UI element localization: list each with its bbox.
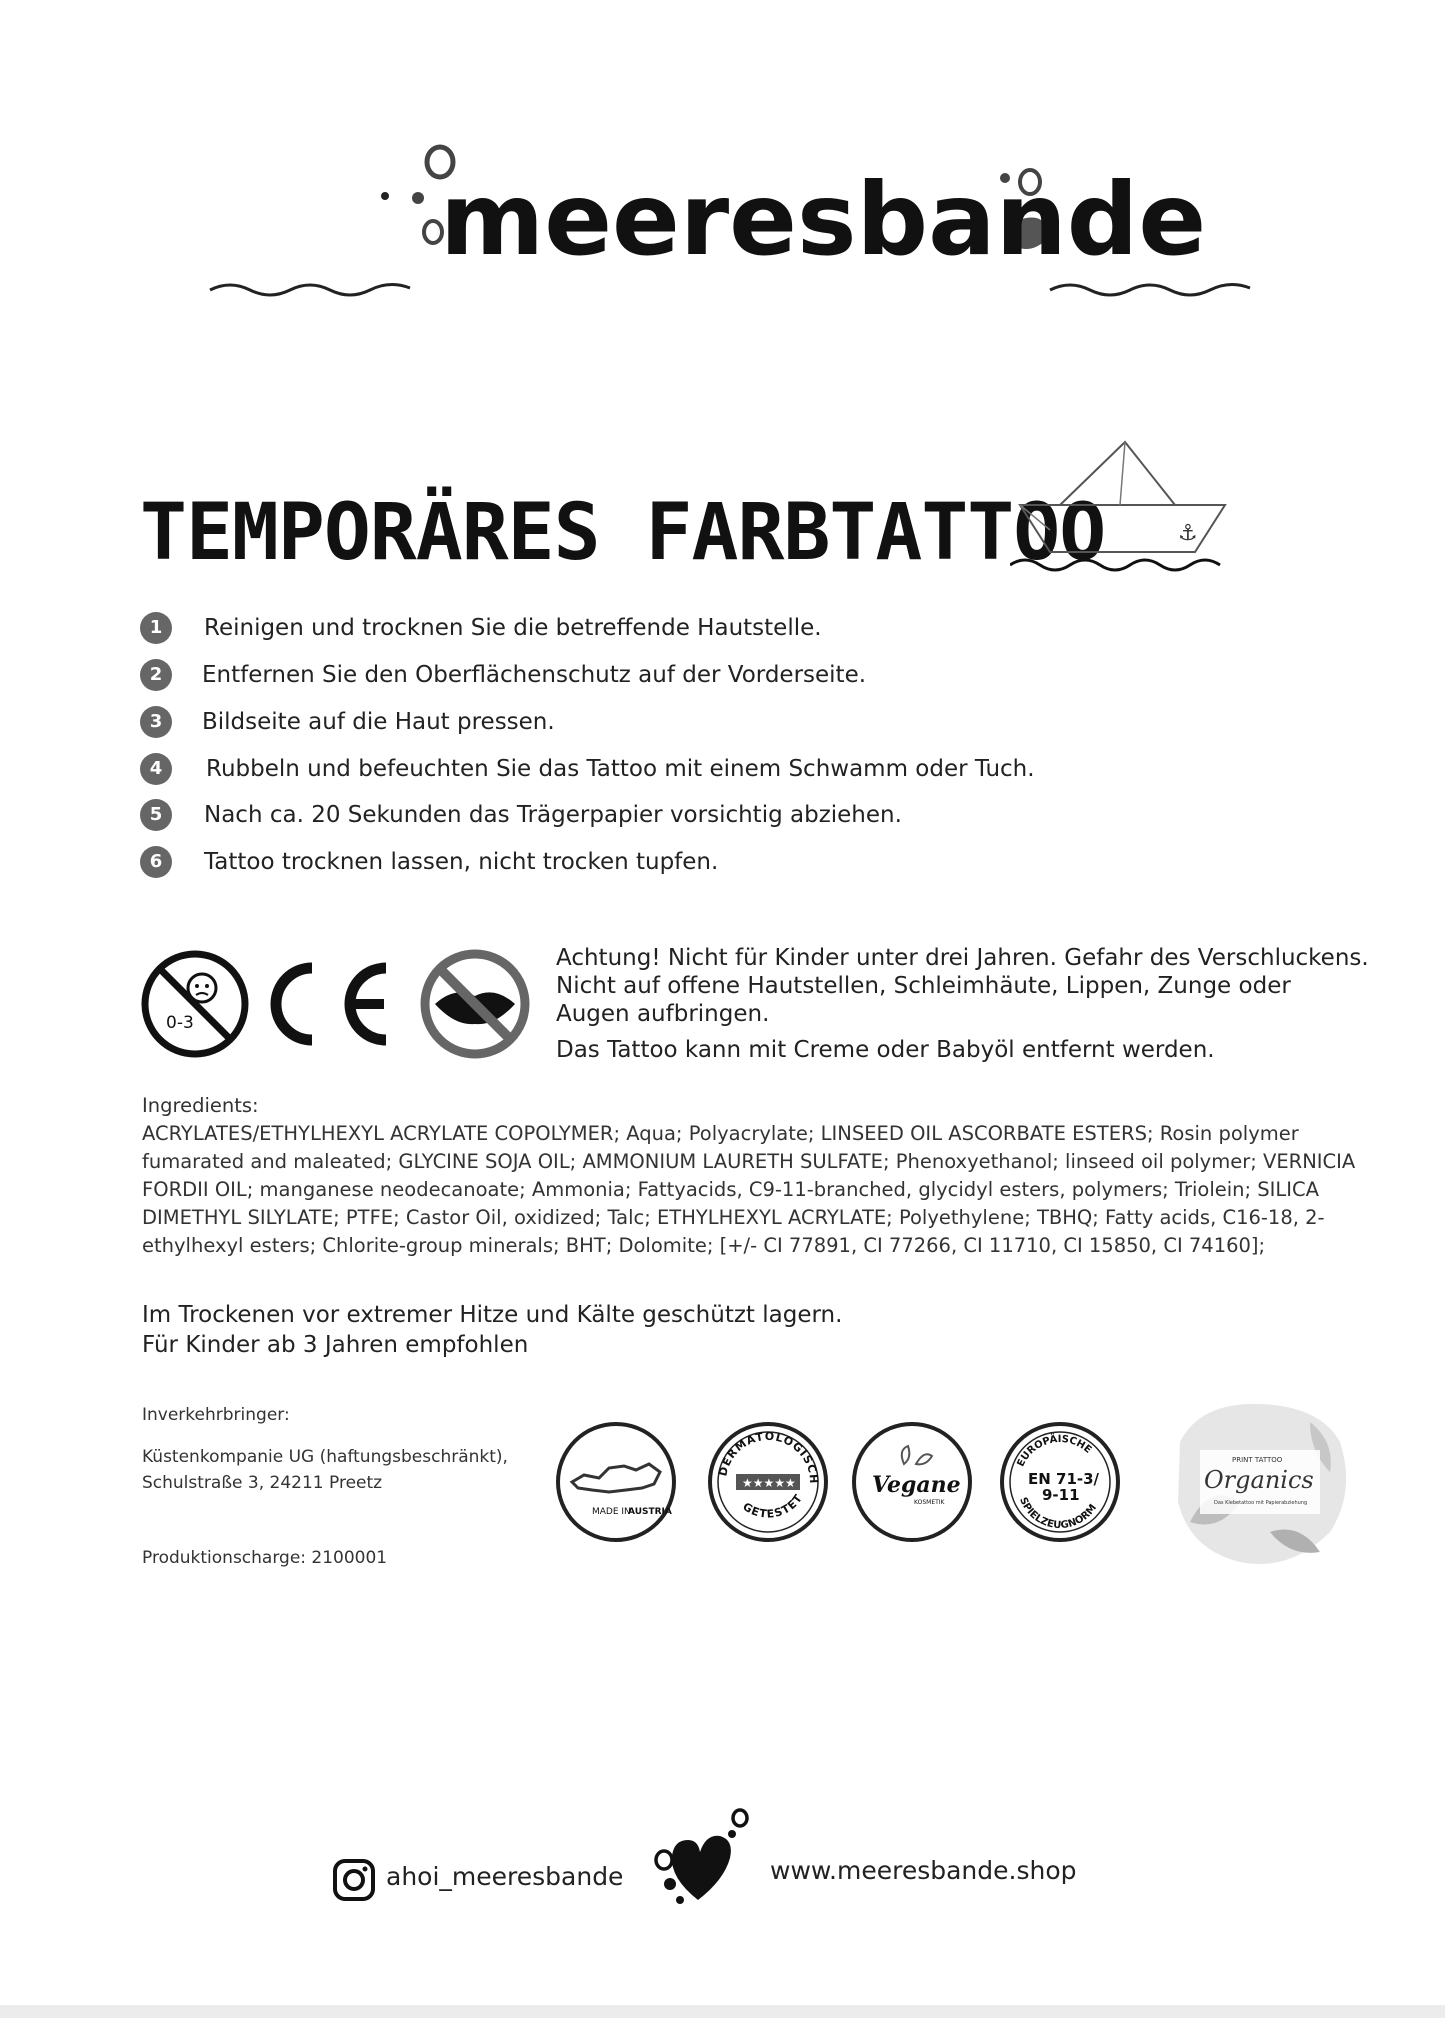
en71-bottom-text: SPIELZEUGNORM: [1017, 1495, 1099, 1532]
step-item: [140, 608, 1140, 648]
dermatologically-tested-badge: [706, 1420, 830, 1544]
storage-line: Im Trockenen vor extremer Hitze und Kälte geschützt lagern.: [142, 1302, 843, 1328]
step-number-badge: 4: [140, 753, 172, 785]
step-number-badge: 1: [140, 612, 172, 644]
heart-bubbles-icon: [640, 1800, 760, 1920]
step-text: Bildseite auf die Haut pressen.: [202, 709, 555, 735]
en71-line1: EN 71-3/: [1028, 1470, 1100, 1488]
step-number-badge: 6: [140, 846, 172, 878]
storage-info: [142, 1300, 1042, 1360]
distributor-label: Inverkehrbringer:: [142, 1405, 290, 1425]
distributor-company: Küstenkompanie UG (haftungsbeschränkt),: [142, 1447, 508, 1467]
austria-line1: MADE IN: [592, 1507, 631, 1517]
bottom-edge: [0, 2005, 1445, 2018]
print-tattoo-organics-badge: [1160, 1382, 1360, 1582]
warning-line: Das Tattoo kann mit Creme oder Babyöl entfernt werden.: [556, 1037, 1215, 1063]
website-link[interactable]: www.meeresbande.shop: [770, 1856, 1077, 1885]
austria-line2: AUSTRIA: [628, 1507, 672, 1517]
warning-icons: [140, 948, 540, 1060]
derma-stars: ★★★★★: [742, 1476, 796, 1490]
step-text: Rubbeln und befeuchten Sie das Tattoo mit einem Schwamm oder Tuch.: [206, 756, 1035, 782]
warning-line: Achtung! Nicht für Kinder unter drei Jahren. Gefahr des Verschluckens.: [556, 945, 1369, 971]
ce-mark-icon: [276, 968, 386, 1040]
page-title: TEMPORÄRES FARBTATTOO: [140, 488, 1106, 578]
organics-sub-text: Das Klebetattoo mit Papierabziehung: [1214, 1500, 1308, 1506]
vegan-sub-text: KOSMETIK: [914, 1499, 945, 1506]
derma-bottom-text: GETESTET: [740, 1491, 806, 1521]
step-item: [140, 702, 1140, 742]
vegan-main-text: Vegane: [872, 1472, 961, 1498]
brand-logo: [200, 130, 1260, 310]
no-lips-icon: [425, 954, 525, 1054]
distributor-address: Schulstraße 3, 24211 Preetz: [142, 1473, 383, 1493]
instagram-handle-link[interactable]: ahoi_meeresbande: [386, 1862, 624, 1891]
step-item: [140, 749, 1140, 789]
ingredients-list: ACRYLATES/ETHYLHEXYL ACRYLATE COPOLYMER; Aqua; Polyacrylate; LINSEED OIL ASCORBATE ESTERS; Rosin polymer fumarated and maleated; GLYCINE SOJA OIL; AMMONIUM LAURETH SULFATE; Phenoxyethanol; linseed oil polymer; VERNICIA FORDII OIL; manganese neodecanoate; Ammonia; Fattyacids, C9-11-branched, glycidyl esters, polymers; Triolein; SILICA DIMETHYL SILYLATE; PTFE; Castor Oil, oxidized; Talc; ETHYLHEXYL ACRYLATE; Polyethylene; TBHQ; Fatty acids, C16-18, 2-ethylhexyl esters; Chlorite-group minerals; BHT; Dolomite; [+/- CI 77891, CI 77266, CI 11710, CI 15850, CI 74160];: [142, 1122, 1356, 1257]
step-item: [140, 795, 1140, 835]
vegan-cosmetics-badge: [850, 1420, 974, 1544]
en71-line2: 9-11: [1042, 1486, 1080, 1504]
svg-text:AUSTRIA: [628, 1507, 672, 1517]
ingredients-block: [142, 1092, 1372, 1260]
step-text: Tattoo trocknen lassen, nicht trocken tupfen.: [204, 849, 719, 875]
derma-top-text: DERMATOLOGISCH: [716, 1429, 821, 1485]
step-number-badge: 2: [140, 659, 172, 691]
step-text: Entfernen Sie den Oberflächenschutz auf der Vorderseite.: [202, 662, 867, 688]
organics-small-text: PRINT TATTOO: [1232, 1456, 1283, 1464]
step-number-badge: 3: [140, 706, 172, 738]
ingredients-label: Ingredients:: [142, 1094, 259, 1117]
warning-line: Nicht auf offene Hautstellen, Schleimhäute, Lippen, Zunge oder: [556, 973, 1291, 999]
warning-line: Augen aufbringen.: [556, 1001, 770, 1027]
step-number-badge: 5: [140, 799, 172, 831]
no-children-under-3-icon: [145, 954, 245, 1054]
batch-number: Produktionscharge: 2100001: [142, 1548, 388, 1568]
logo-wordmark: meeresbande: [440, 161, 1207, 278]
step-item: [140, 842, 1140, 882]
en71-top-text: EUROPÄISCHE: [1015, 1433, 1094, 1469]
en71-toy-standard-badge: [998, 1420, 1122, 1544]
storage-line: Für Kinder ab 3 Jahren empfohlen: [142, 1332, 529, 1358]
svg-text:MADE IN: [592, 1507, 631, 1517]
step-text: Nach ca. 20 Sekunden das Trägerpapier vorsichtig abziehen.: [204, 802, 902, 828]
svg-text:⚓: ⚓: [1178, 521, 1198, 546]
paper-boat-icon: [1010, 430, 1240, 580]
step-item: [140, 655, 1140, 695]
organics-main-text: Organics: [1204, 1466, 1314, 1494]
instagram-icon[interactable]: [332, 1858, 376, 1902]
made-in-austria-badge: [554, 1420, 678, 1544]
age-label: 0-3: [166, 1013, 194, 1033]
distributor-info: [142, 1402, 602, 1496]
step-text: Reinigen und trocknen Sie die betreffende Hautstelle.: [204, 615, 822, 641]
warning-text: [556, 944, 1376, 1064]
